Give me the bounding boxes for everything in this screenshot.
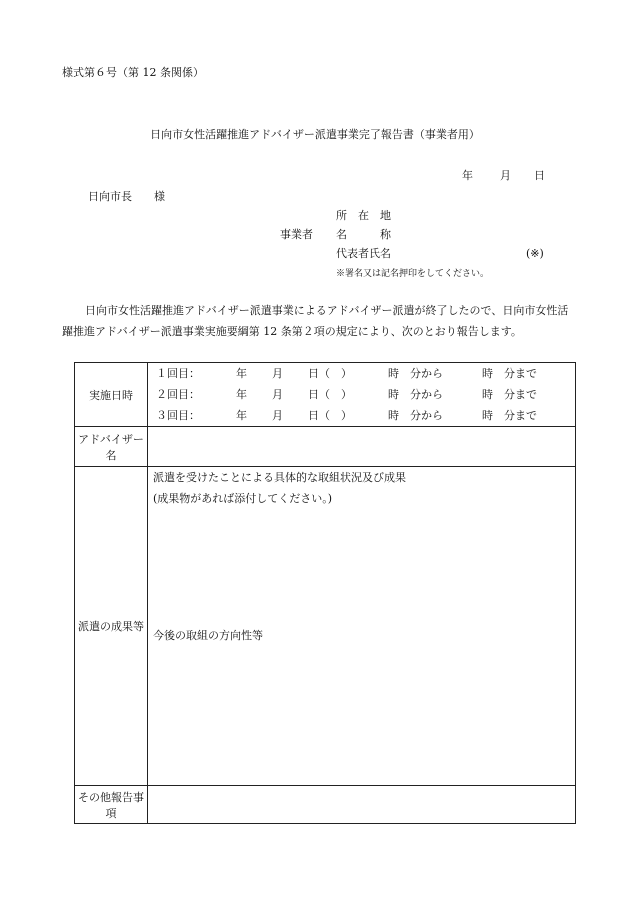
results-note: (成果物があれば添付してください。) bbox=[153, 492, 333, 505]
date-day: 日 bbox=[534, 169, 545, 182]
report-table bbox=[74, 362, 576, 824]
address-label: 所 在 地 bbox=[336, 209, 391, 222]
addressee: 日向市長 様 bbox=[88, 190, 165, 203]
session-to: 時 分まで bbox=[482, 388, 537, 401]
session-day: 日（ ） bbox=[308, 409, 352, 422]
direction-heading: 今後の取組の方向性等 bbox=[153, 629, 263, 642]
session-from: 時 分から bbox=[388, 367, 443, 380]
results-label: 派遣の成果等 bbox=[75, 467, 148, 786]
results-row bbox=[75, 467, 576, 786]
session-number: １回目： bbox=[156, 367, 200, 380]
other-label: その他報告事項 bbox=[75, 786, 148, 824]
form-number: 様式第６号（第 12 条関係） bbox=[62, 66, 204, 79]
session-month: 月 bbox=[272, 409, 283, 422]
session-year: 年 bbox=[236, 367, 247, 380]
session-from: 時 分から bbox=[388, 388, 443, 401]
other-field[interactable] bbox=[148, 786, 576, 824]
date-line bbox=[462, 167, 545, 183]
results-heading: 派遣を受けたことによる具体的な取組状況及び成果 bbox=[153, 471, 406, 484]
signature-note: ※署名又は記名押印をしてください。 bbox=[336, 269, 490, 279]
schedule-row-3 bbox=[148, 405, 575, 426]
applicant-group-label: 事業者 bbox=[280, 228, 313, 241]
document-title: 日向市女性活躍推進アドバイザー派遣事業完了報告書（事業者用） bbox=[150, 128, 480, 141]
session-number: ２回目： bbox=[156, 388, 200, 401]
session-from: 時 分から bbox=[388, 409, 443, 422]
session-year: 年 bbox=[236, 409, 247, 422]
schedule-cell bbox=[148, 363, 576, 427]
seal-mark: (※) bbox=[526, 247, 544, 260]
session-month: 月 bbox=[272, 367, 283, 380]
session-to: 時 分まで bbox=[482, 367, 537, 380]
session-day: 日（ ） bbox=[308, 367, 352, 380]
session-day: 日（ ） bbox=[308, 388, 352, 401]
advisor-label: アドバイザー名 bbox=[75, 427, 148, 467]
results-field[interactable] bbox=[148, 467, 576, 786]
other-row bbox=[75, 786, 576, 824]
date-month: 月 bbox=[500, 169, 511, 182]
date-year: 年 bbox=[462, 169, 473, 182]
schedule-label: 実施日時 bbox=[75, 363, 148, 427]
schedule-row bbox=[75, 363, 576, 427]
schedule-row-1 bbox=[148, 363, 575, 384]
session-to: 時 分まで bbox=[482, 409, 537, 422]
advisor-name-field[interactable] bbox=[148, 427, 576, 467]
representative-label: 代表者氏名 bbox=[336, 247, 391, 260]
advisor-row bbox=[75, 427, 576, 467]
session-number: ３回目： bbox=[156, 409, 200, 422]
name-label: 名 称 bbox=[336, 228, 391, 241]
session-month: 月 bbox=[272, 388, 283, 401]
schedule-row-2 bbox=[148, 384, 575, 405]
session-year: 年 bbox=[236, 388, 247, 401]
body-paragraph: 日向市女性活躍推進アドバイザー派遣事業によるアドバイザー派遣が終了したので、日向市女性活躍推進アドバイザー派遣事業実施要綱第 12 条第２項の規定により、次のとおり報告します。 bbox=[62, 304, 569, 338]
